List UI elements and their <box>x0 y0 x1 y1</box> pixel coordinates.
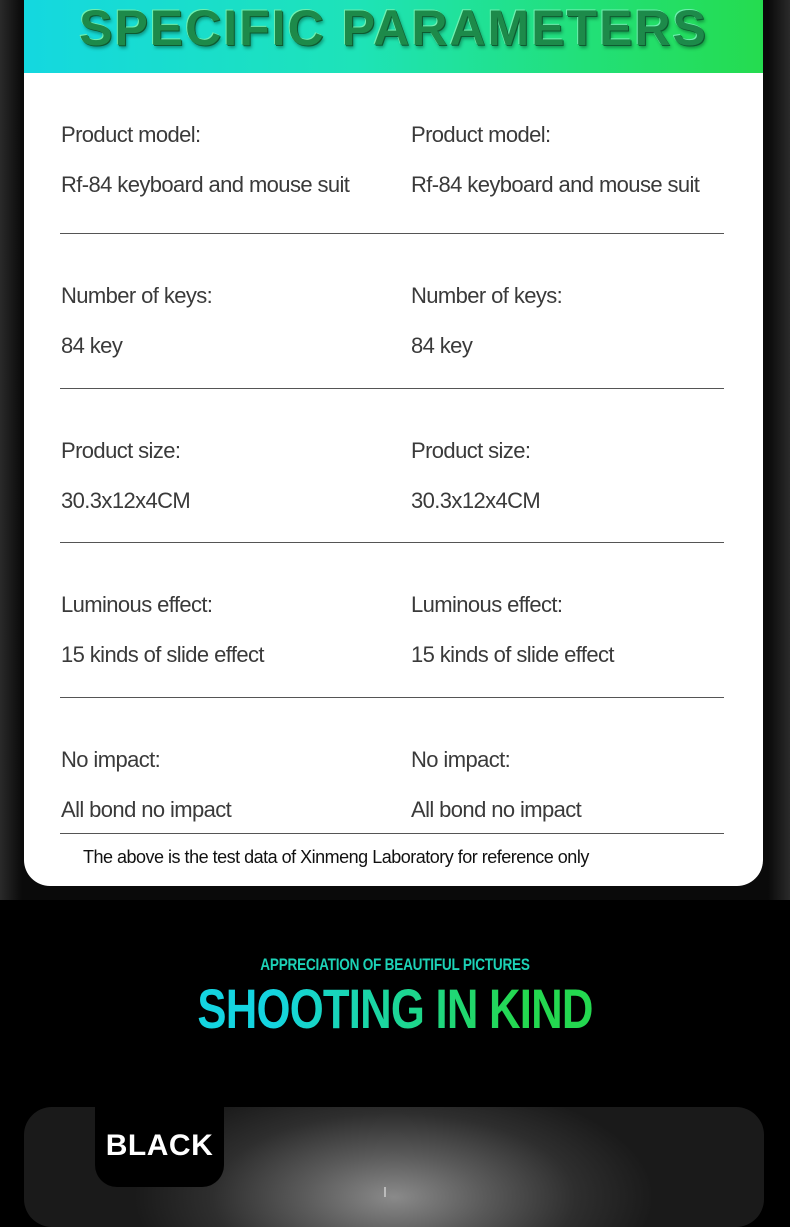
color-variant-tag <box>95 1107 224 1187</box>
parameters-table <box>60 73 724 834</box>
parameter-label: No impact: <box>411 747 511 772</box>
parameter-label: Product model: <box>411 122 551 147</box>
parameter-value: 84 key <box>61 333 123 358</box>
shooting-subtitle: APPRECIATION OF BEAUTIFUL PICTURES <box>260 955 530 974</box>
parameter-label: Number of keys: <box>61 283 213 308</box>
parameter-label: Number of keys: <box>411 283 563 308</box>
parameter-value: 30.3x12x4CM <box>61 488 191 513</box>
parameter-value: All bond no impact <box>61 797 232 822</box>
parameter-value: 15 kinds of slide effect <box>61 642 264 667</box>
parameter-label: Product size: <box>61 438 181 463</box>
parameter-label: Product model: <box>61 122 201 147</box>
parameter-value: All bond no impact <box>411 797 582 822</box>
parameter-label: Product size: <box>411 438 531 463</box>
color-variant-label: BLACK <box>105 1129 214 1162</box>
test-data-disclaimer: The above is the test data of Xinmeng Laboratory for reference only <box>83 847 589 867</box>
parameter-value: 30.3x12x4CM <box>411 488 541 513</box>
parameter-value: 84 key <box>411 333 473 358</box>
parameter-label: No impact: <box>61 747 161 772</box>
parameter-row-product-size <box>60 389 724 543</box>
parameter-value: 15 kinds of slide effect <box>411 642 614 667</box>
parameters-card <box>24 0 763 886</box>
parameter-row-no-impact <box>60 698 724 834</box>
parameter-row-product-model <box>60 73 724 234</box>
parameters-header <box>24 0 763 73</box>
parameter-value: Rf-84 keyboard and mouse suit <box>61 172 350 197</box>
parameter-label: Luminous effect: <box>411 592 563 617</box>
parameter-label: Luminous effect: <box>61 592 213 617</box>
photo-highlight <box>384 1187 386 1197</box>
parameter-row-number-of-keys <box>60 234 724 389</box>
parameter-value: Rf-84 keyboard and mouse suit <box>411 172 700 197</box>
parameter-row-luminous-effect <box>60 543 724 698</box>
parameters-title: SPECIFIC PARAMETERS <box>79 0 708 56</box>
shooting-title: SHOOTING IN KIND <box>87 976 703 1041</box>
